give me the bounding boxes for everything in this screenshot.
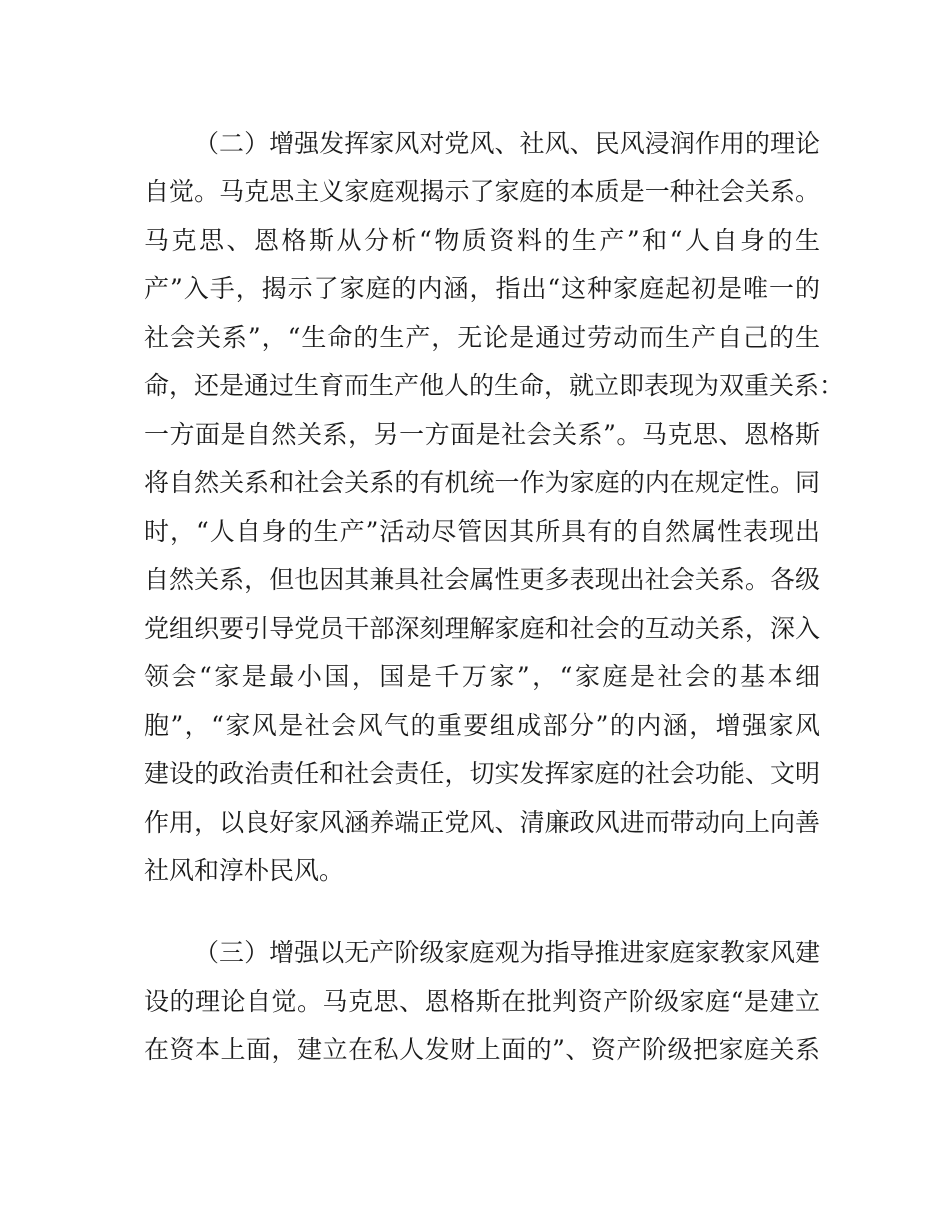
text-line: 社会关系”，“生命的生产，无论是通过劳动而生产自己的生 xyxy=(144,323,820,352)
text-line: 命，还是通过生育而生产他人的生命，就立即表现为双重关系： xyxy=(144,371,845,400)
text-line: 胞”，“家风是社会风气的重要组成部分”的内涵，增强家风 xyxy=(144,711,820,740)
text-line: 将自然关系和社会关系的有机统一作为家庭的内在规定性。同 xyxy=(144,468,820,497)
text-line: 作用，以良好家风涵养端正党风、清廉政风进而带动向上向善 xyxy=(144,808,820,837)
text-line: 一方面是自然关系，另一方面是社会关系”。马克思、恩格斯 xyxy=(144,420,820,449)
text-line: 建设的政治责任和社会责任，切实发挥家庭的社会功能、文明 xyxy=(144,759,820,788)
text-line: 自觉。马克思主义家庭观揭示了家庭的本质是一种社会关系。 xyxy=(144,177,820,206)
text-line: （三）增强以无产阶级家庭观为指导推进家庭家教家风建 xyxy=(194,938,820,967)
text-line: 产”入手，揭示了家庭的内涵，指出“这种家庭起初是唯一的 xyxy=(144,274,820,303)
text-line: 党组织要引导党员干部深刻理解家庭和社会的互动关系，深入 xyxy=(144,614,820,643)
text-line: 自然关系，但也因其兼具社会属性更多表现出社会关系。各级 xyxy=(144,565,820,594)
text-line: 在资本上面，建立在私人发财上面的”、资产阶级把家庭关系 xyxy=(144,1035,820,1064)
text-line: 时，“人自身的生产”活动尽管因其所具有的自然属性表现出 xyxy=(144,517,820,546)
text-line: 设的理论自觉。马克思、恩格斯在批判资产阶级家庭“是建立 xyxy=(144,987,820,1016)
text-line: （二）增强发挥家风对党风、社风、民风浸润作用的理论 xyxy=(194,129,820,158)
text-line: 马克思、恩格斯从分析“物质资料的生产”和“人自身的生 xyxy=(144,226,820,255)
text-line: 领会“家是最小国，国是千万家”，“家庭是社会的基本细 xyxy=(144,662,820,691)
text-line-last: 社风和淳朴民风。 xyxy=(144,856,345,885)
